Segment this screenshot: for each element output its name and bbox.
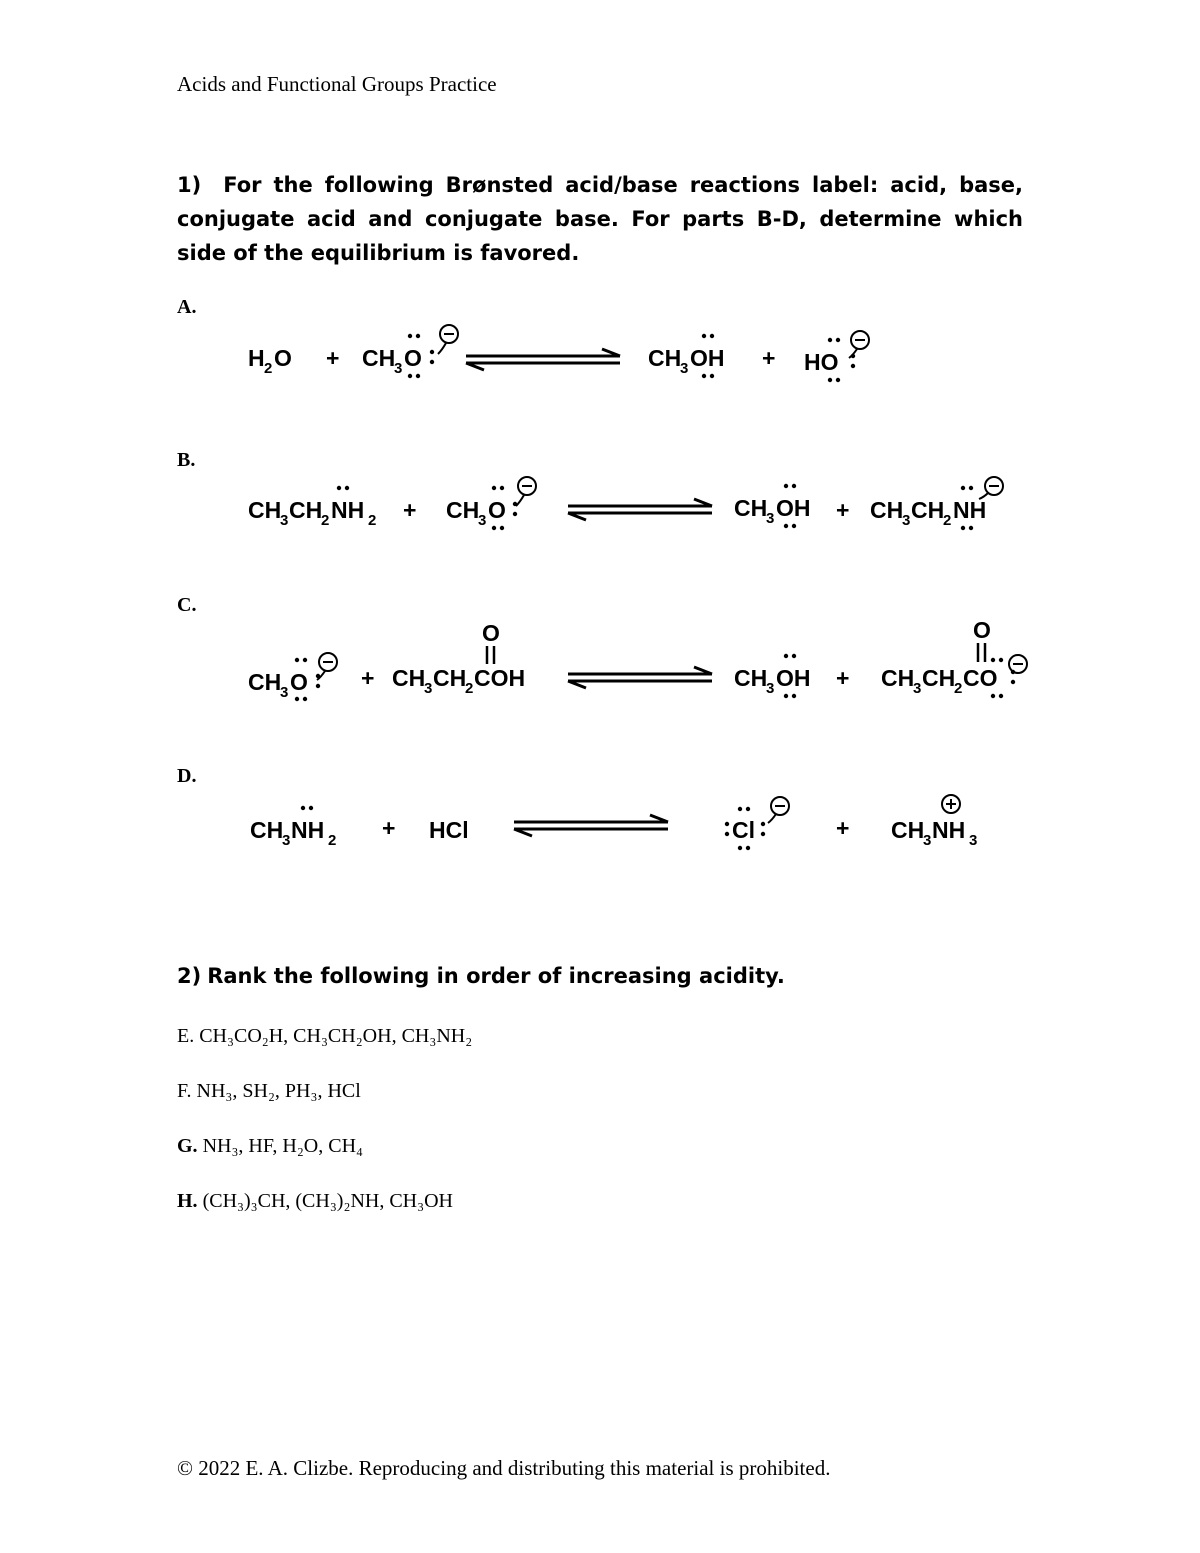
svg-text:3: 3 [913, 680, 922, 697]
svg-text:COH: COH [474, 665, 526, 691]
svg-text:CH: CH [922, 665, 956, 691]
svg-text:2: 2 [368, 512, 377, 529]
question-1-number: 1) [177, 173, 202, 197]
svg-text:2: 2 [943, 512, 952, 529]
svg-text:3: 3 [424, 680, 433, 697]
ranking-compounds: CH₃CO₂H, CH₃CH₂OH, CH₃NH₂ [199, 1025, 473, 1047]
svg-text:CH: CH [362, 345, 396, 371]
svg-text:3: 3 [766, 510, 775, 527]
svg-text:CH: CH [870, 497, 904, 523]
svg-text:CH: CH [433, 665, 467, 691]
svg-text:3: 3 [923, 832, 932, 849]
svg-text:CH: CH [911, 497, 945, 523]
reaction-a-equation [0, 310, 1200, 440]
reaction-b-label: B. [177, 449, 196, 471]
svg-text:CH: CH [248, 669, 282, 695]
svg-text:+: + [382, 815, 396, 841]
ranking-item-f [177, 1080, 361, 1103]
svg-text:CH: CH [648, 345, 682, 371]
svg-text:CH: CH [289, 497, 323, 523]
svg-text:OH: OH [776, 665, 811, 691]
reaction-d-equation [0, 780, 1200, 910]
svg-text:NH: NH [953, 497, 987, 523]
svg-text:O: O [482, 620, 500, 646]
reaction-c-equation [0, 610, 1200, 740]
copyright-footer: © 2022 E. A. Clizbe. Reproducing and distributing this material is prohibited. [177, 1456, 831, 1480]
ranking-item-h [177, 1190, 453, 1213]
svg-text:+: + [326, 345, 340, 371]
reaction-d-label: D. [177, 765, 197, 787]
svg-text:+: + [403, 497, 417, 523]
svg-text:2: 2 [328, 832, 337, 849]
svg-text:+: + [836, 497, 850, 523]
ranking-compounds: NH₃, SH₂, PH₃, HCl [196, 1080, 361, 1102]
svg-text:CH: CH [881, 665, 915, 691]
svg-text:+: + [762, 345, 776, 371]
svg-text:3: 3 [902, 512, 911, 529]
ranking-label: G. [177, 1135, 198, 1157]
svg-text:CH: CH [250, 817, 284, 843]
ranking-compounds: (CH₃)₃CH, (CH₃)₂NH, CH₃OH [202, 1190, 453, 1212]
svg-text:NH: NH [291, 817, 325, 843]
svg-text:2: 2 [465, 680, 474, 697]
question-1 [177, 168, 1023, 270]
svg-text:2: 2 [954, 680, 963, 697]
svg-text:Cl: Cl [732, 817, 755, 843]
question-2 [177, 964, 785, 988]
ranking-label: E. [177, 1025, 195, 1047]
svg-text:O: O [290, 669, 308, 695]
svg-text:CH: CH [734, 495, 768, 521]
svg-text:3: 3 [280, 684, 289, 701]
svg-text:NH: NH [932, 817, 966, 843]
question-2-text: Rank the following in order of increasing acidity. [207, 964, 785, 988]
svg-text:NH: NH [331, 497, 365, 523]
svg-text:3: 3 [680, 360, 689, 377]
svg-text:CH: CH [392, 665, 426, 691]
svg-text:O: O [973, 617, 991, 643]
svg-text:O: O [404, 345, 422, 371]
svg-text:3: 3 [282, 832, 291, 849]
svg-text:2: 2 [264, 360, 273, 377]
ranking-item-e [177, 1025, 472, 1048]
svg-text:O: O [488, 497, 506, 523]
svg-text:CO: CO [963, 665, 998, 691]
svg-text:CH: CH [891, 817, 925, 843]
svg-text:H: H [248, 345, 265, 371]
question-1-text: For the following Brønsted acid/base reactions label: acid, base, conjugate acid and conjugate base. For parts B-D, determine which side of the equilibrium is favored. [177, 173, 1023, 265]
svg-text:CH: CH [446, 497, 480, 523]
svg-text:CH: CH [734, 665, 768, 691]
ranking-label: F. [177, 1080, 192, 1102]
reaction-a-label: A. [177, 296, 197, 318]
svg-text:HO: HO [804, 349, 839, 375]
question-2-number: 2) [177, 964, 202, 988]
ranking-item-g [177, 1135, 363, 1158]
svg-text:3: 3 [394, 360, 403, 377]
svg-text:O: O [274, 345, 292, 371]
ranking-compounds: NH₃, HF, H₂O, CH₄ [202, 1135, 364, 1157]
svg-text:CH: CH [248, 497, 282, 523]
reaction-c-label: C. [177, 594, 197, 616]
reaction-b-equation [0, 462, 1200, 592]
svg-text:3: 3 [969, 832, 978, 849]
svg-text:+: + [361, 665, 375, 691]
svg-text:3: 3 [766, 680, 775, 697]
ranking-label: H. [177, 1190, 198, 1212]
svg-text:OH: OH [776, 495, 811, 521]
document-header: Acids and Functional Groups Practice [177, 72, 497, 96]
svg-text:OH: OH [690, 345, 725, 371]
svg-text:3: 3 [280, 512, 289, 529]
svg-text:+: + [836, 665, 850, 691]
svg-text:3: 3 [478, 512, 487, 529]
svg-text:HCl: HCl [429, 817, 469, 843]
svg-text:2: 2 [321, 512, 330, 529]
svg-text:+: + [836, 815, 850, 841]
